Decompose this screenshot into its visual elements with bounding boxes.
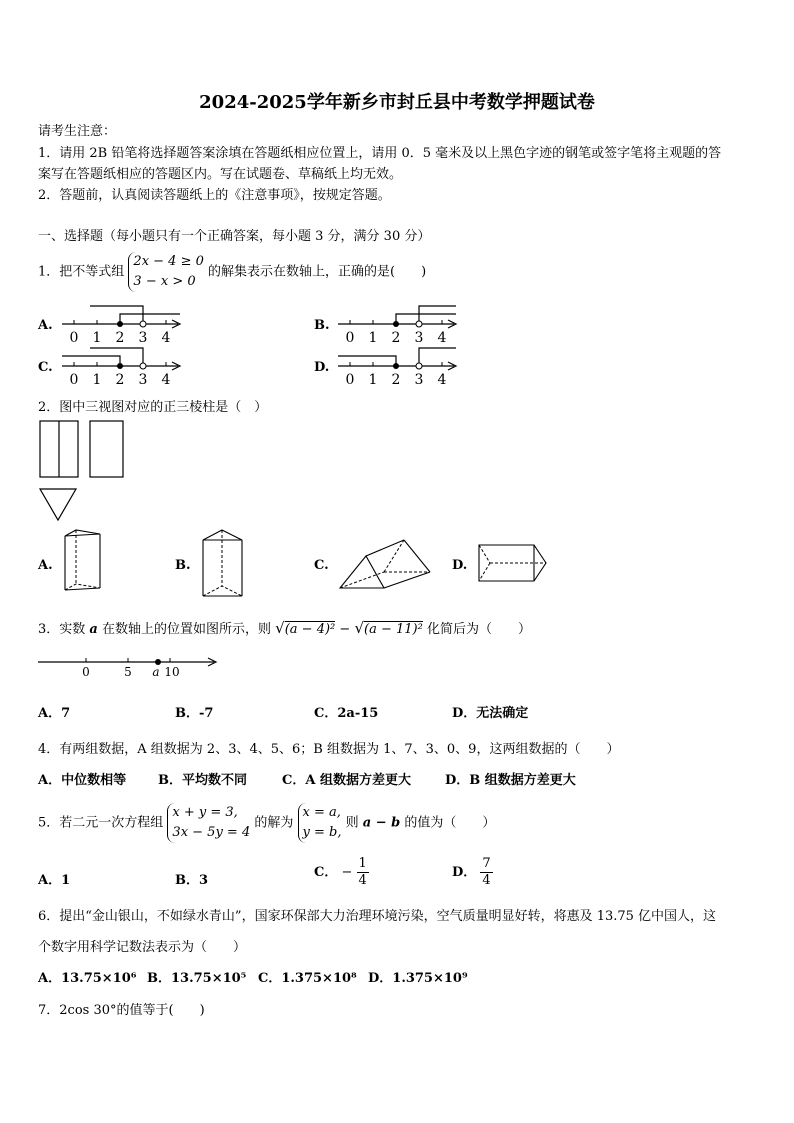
q3-minus: − (339, 622, 351, 637)
q1-numberline-c (60, 344, 190, 394)
q1-eq2: 3 − x > 0 (133, 274, 196, 289)
tick-label: 5 (124, 665, 132, 679)
notice-line-2: 2．答题前，认真阅读答题纸上的《注意事项》，按规定答题。 (38, 188, 391, 203)
q3-option-d[interactable]: D．无法确定 (452, 706, 529, 721)
tick-label: 2 (391, 372, 401, 388)
tick-label: a (152, 665, 160, 679)
q5-then: 则 (345, 815, 359, 831)
q5-solution (298, 803, 342, 843)
q5-option-b[interactable]: B．3 (175, 873, 209, 888)
q2-option-a-label[interactable]: A. (38, 558, 53, 573)
question-6-line-1: 6．提出“金山银山，不如绿水青山”，国家环保部大力治理环境污染，空气质量明显好转，将惠及 13.75 亿中国人，这 (38, 909, 717, 924)
tick-label: 3 (138, 372, 148, 388)
q5-suffix: 的值为（ ） (404, 815, 496, 831)
question-3: 3．实数 a 在数轴上的位置如图所示，则 √(a − 4)² − √(a − 11)² 化简后为（ ） (38, 619, 531, 637)
q3-option-c[interactable]: C．2a-15 (314, 706, 379, 721)
q1-option-a-label[interactable]: A. (38, 318, 53, 333)
tick-label: 1 (368, 330, 378, 346)
q1-option-b-label[interactable]: B. (314, 318, 330, 333)
q1-prefix: 1．把不等式组 (38, 264, 125, 280)
q1-system (128, 252, 203, 292)
tick-label: 3 (414, 330, 424, 346)
question-1 (38, 252, 426, 292)
tick-label: 0 (82, 665, 90, 679)
q2-prism-d (476, 542, 550, 586)
q4-option-a[interactable]: A．中位数相等 (38, 773, 127, 788)
question-7: 7．2cos 30°的值等于( ) (38, 1003, 205, 1018)
tick-label: 2 (391, 330, 401, 346)
q2-option-c-label[interactable]: C. (314, 558, 329, 573)
q5-option-d-label: D． (452, 865, 477, 880)
tick-label: 0 (69, 330, 79, 346)
q3-expr1: (a − 4)² (284, 622, 336, 637)
fraction-numerator: 7 (482, 856, 491, 871)
tick-label: 0 (69, 372, 79, 388)
section-heading: 一、选择题（每小题只有一个正确答案，每小题 3 分，满分 30 分） (38, 229, 431, 244)
q5-expr: a − b (362, 815, 401, 831)
question-6-line-2: 个数字用科学记数法表示为（ ） (38, 940, 247, 955)
q5-option-d[interactable] (452, 856, 493, 889)
q1-eq1: 2x − 4 ≥ 0 (133, 254, 204, 269)
tick-label: 4 (437, 330, 447, 346)
q2-prism-b (200, 528, 246, 603)
question-5 (38, 803, 495, 843)
q5-prefix: 5．若二元一次方程组 (38, 815, 164, 831)
q2-option-b-label[interactable]: B. (175, 558, 191, 573)
notice-line-1a: 1．请用 2B 铅笔将选择题答案涂填在答题纸相应位置上，请用 0．5 毫米及以上黑色字迹的钢笔或签字笔将主观题的答 (38, 146, 722, 161)
q3-var: a (89, 622, 98, 637)
q3-prefix: 3．实数 (38, 622, 86, 637)
q3-suffix: 化简后为（ ） (426, 622, 531, 637)
q5-system (167, 803, 250, 843)
notice-heading: 请考生注意： (38, 124, 117, 139)
three-view-figure (38, 420, 128, 525)
q6-option-a[interactable]: A．13.75×10⁶ (38, 971, 137, 986)
q4-option-b[interactable]: B．平均数不同 (158, 773, 247, 788)
q1-option-c-label[interactable]: C. (38, 360, 53, 375)
tick-label: 3 (138, 330, 148, 346)
tick-label: 4 (161, 372, 171, 388)
tick-label: 3 (414, 372, 424, 388)
notice-line-1b: 案写在答题纸相应的答题区内。写在试题卷、草稿纸上均无效。 (38, 167, 403, 182)
tick-label: 2 (115, 372, 125, 388)
tick-label: 2 (115, 330, 125, 346)
q5-option-c[interactable] (314, 856, 369, 889)
tick-label: 4 (437, 372, 447, 388)
q1-numberline-d (336, 344, 466, 394)
fraction-numerator: 1 (358, 856, 367, 871)
q5-option-d-fraction (480, 856, 492, 889)
tick-label: 10 (164, 665, 180, 679)
q3-option-a[interactable]: A．7 (38, 706, 71, 721)
q1-suffix: 的解集表示在数轴上，正确的是( ) (208, 264, 427, 280)
fraction-denominator: 4 (358, 873, 367, 888)
tick-label: 1 (92, 372, 102, 388)
q6-option-d[interactable]: D．1.375×10⁹ (368, 971, 468, 986)
q2-prism-c (338, 536, 434, 592)
tick-label: 0 (345, 372, 355, 388)
q6-option-c[interactable]: C．1.375×10⁸ (258, 971, 357, 986)
q5-option-c-fraction (357, 856, 369, 889)
fraction-denominator: 4 (482, 873, 491, 888)
q6-option-b[interactable]: B．13.75×10⁵ (147, 971, 247, 986)
q5-eq1: x + y = 3, (172, 805, 238, 820)
tick-label: 1 (92, 330, 102, 346)
q5-eq2: 3x − 5y = 4 (172, 825, 251, 840)
q5-option-a[interactable]: A．1 (38, 873, 71, 888)
tick-label: 1 (368, 372, 378, 388)
question-4: 4．有两组数据，A 组数据为 2、3、4、5、6；B 组数据为 1、7、3、0、9，这两组数据的（ ） (38, 742, 620, 757)
q5-mid: 的解为 (254, 815, 294, 831)
q5-option-c-label: C． (314, 865, 338, 880)
tick-label: 0 (345, 330, 355, 346)
q1-option-d-label[interactable]: D. (314, 360, 330, 375)
q2-option-d-label[interactable]: D. (452, 558, 468, 573)
tick-label: 4 (161, 330, 171, 346)
q5-sol2: y = b, (302, 825, 342, 840)
q3-mid: 在数轴上的位置如图所示，则 (102, 622, 272, 637)
q5-sol1: x = a, (302, 805, 341, 820)
q3-option-b[interactable]: B．-7 (175, 706, 214, 721)
q5-option-c-sign: − (341, 865, 353, 880)
question-2: 2．图中三视图对应的正三棱柱是（ ） (38, 400, 268, 415)
q3-numberline (38, 650, 228, 680)
page-title: 2024-2025学年新乡市封丘县中考数学押题试卷 (199, 92, 595, 113)
q2-prism-a (62, 528, 106, 603)
q3-expr2: (a − 11)² (364, 622, 423, 637)
q4-option-c[interactable]: C．A 组数据方差更大 (282, 773, 411, 788)
q4-option-d[interactable]: D．B 组数据方差更大 (445, 773, 576, 788)
